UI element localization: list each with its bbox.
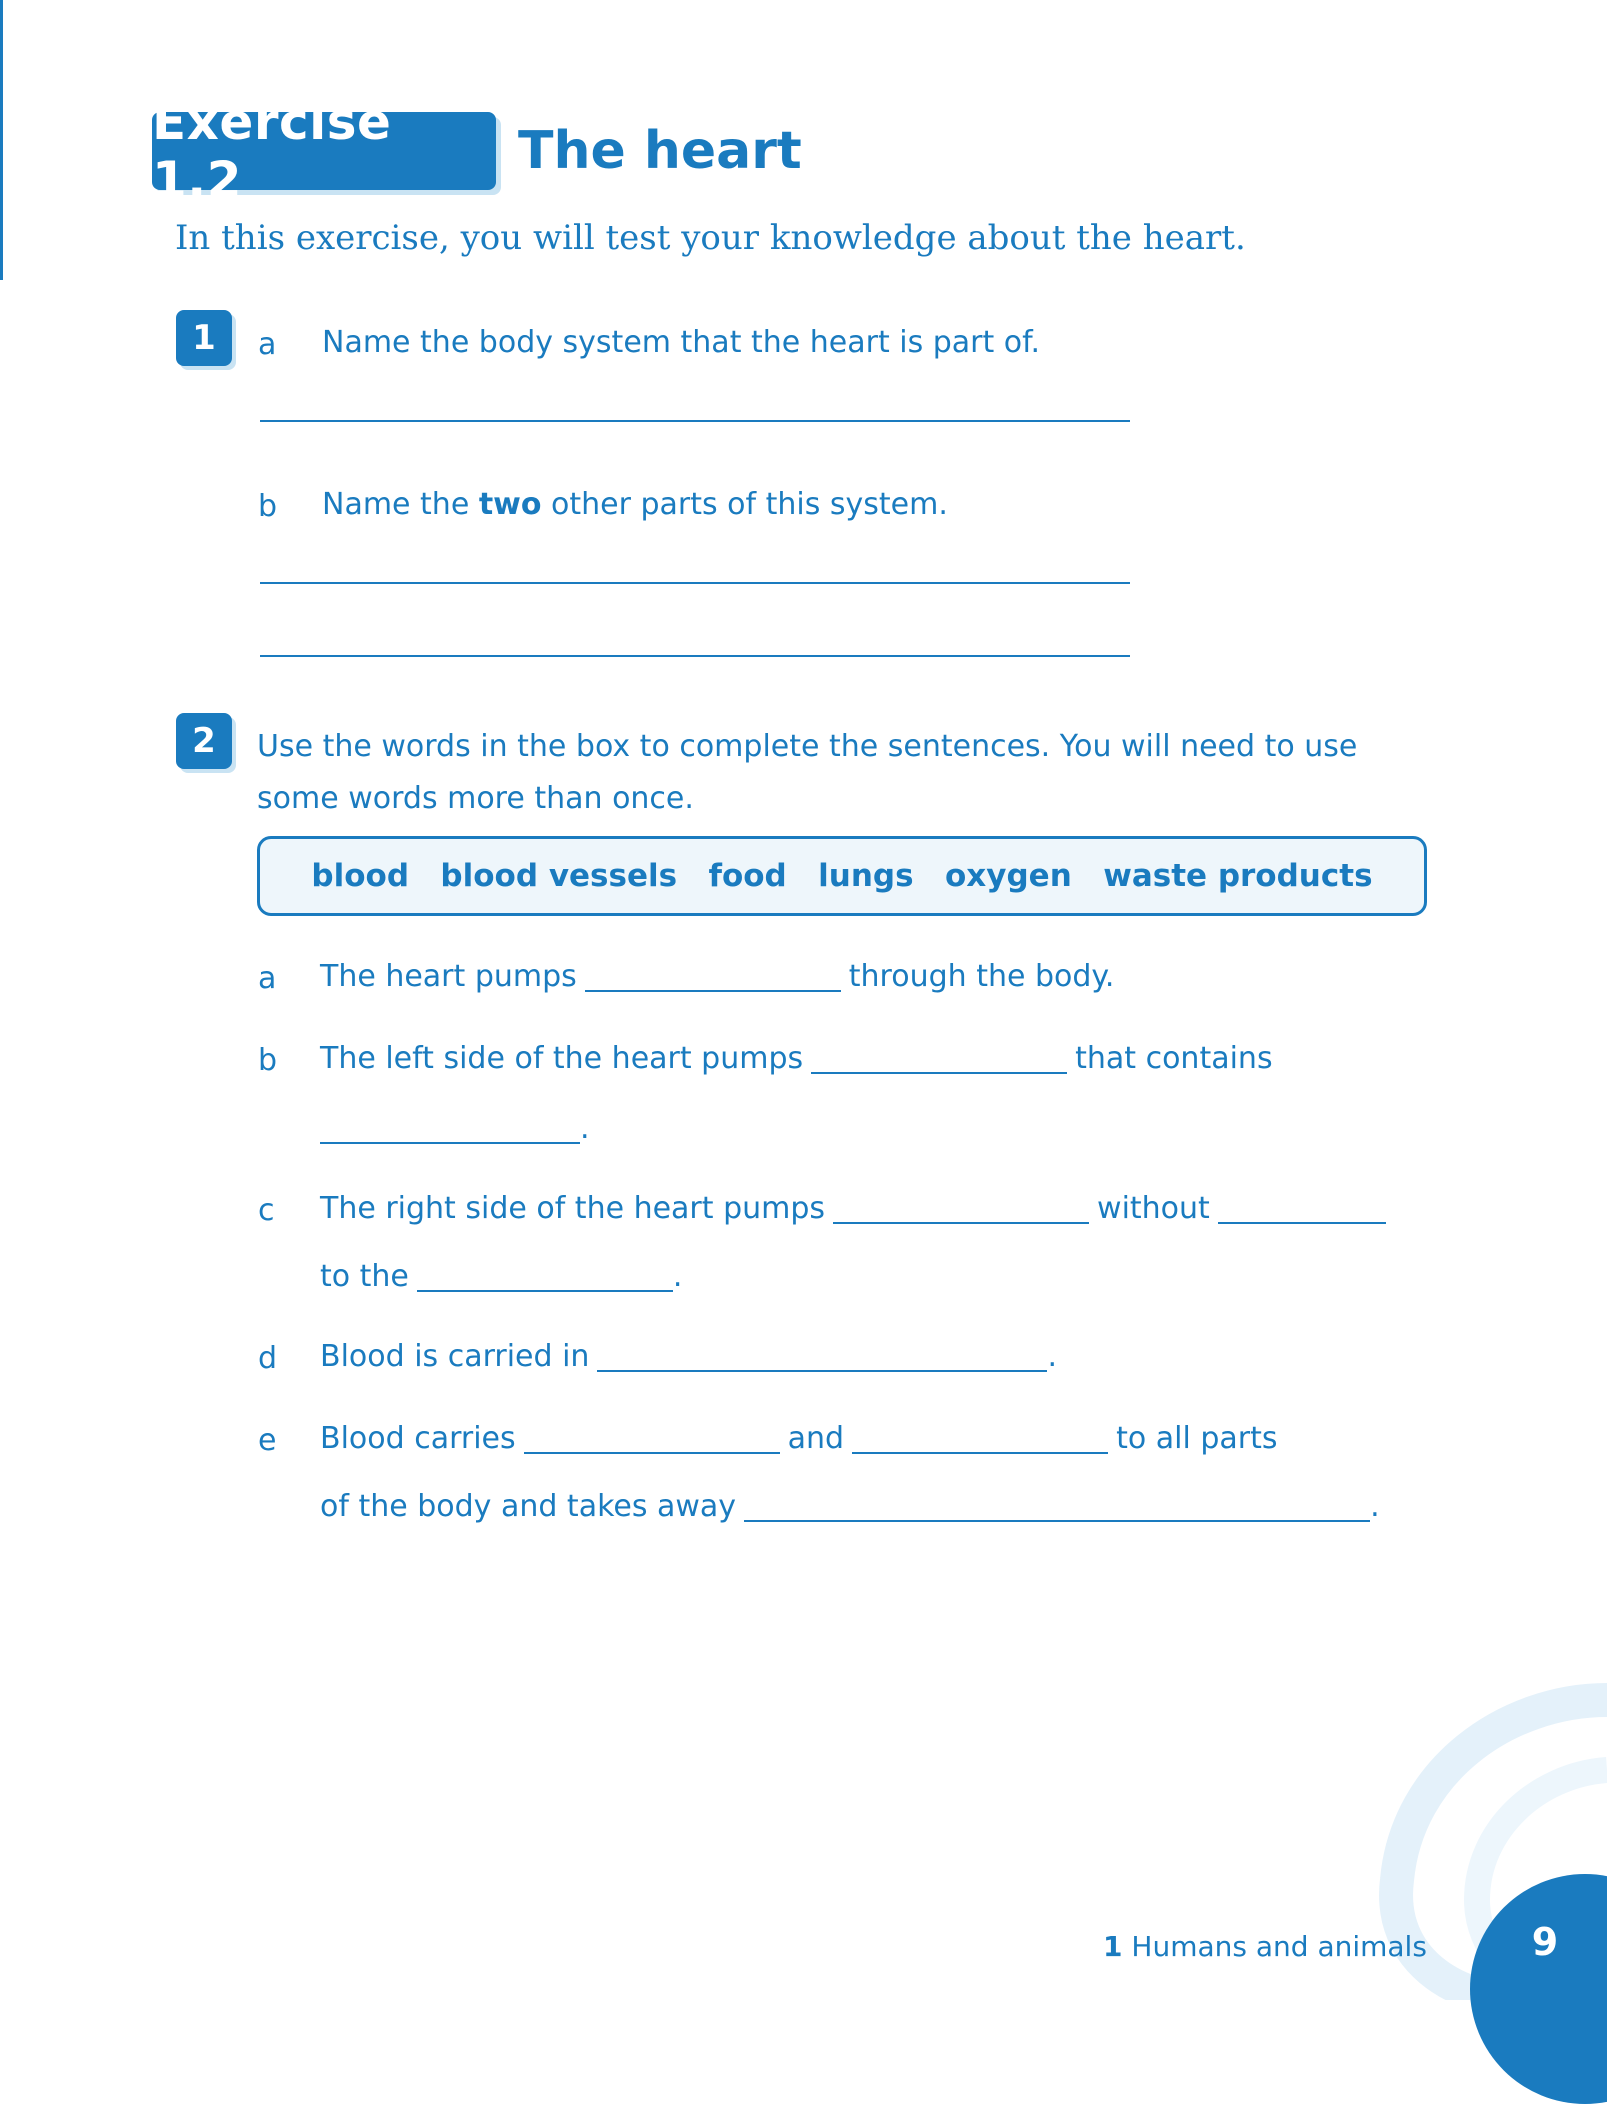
word-food: food bbox=[708, 858, 787, 894]
exercise-badge: Exercise 1.2 bbox=[152, 112, 496, 190]
q2e-blank-3[interactable] bbox=[744, 1496, 1370, 1522]
q1b-text: Name the two other parts of this system. bbox=[322, 487, 948, 522]
q2e-blank-1[interactable] bbox=[524, 1428, 780, 1454]
page-number: 9 bbox=[1531, 1920, 1559, 1964]
q2b-blank-1[interactable] bbox=[811, 1048, 1067, 1074]
q2c-sentence: The right side of the heart pumps without bbox=[320, 1194, 1394, 1224]
word-lungs: lungs bbox=[818, 858, 914, 894]
q2b-blank-2[interactable] bbox=[320, 1118, 580, 1144]
q2a-sentence: The heart pumps through the body. bbox=[320, 959, 1115, 994]
q2a-blank[interactable] bbox=[585, 966, 841, 992]
q2c-blank-1[interactable] bbox=[833, 1198, 1089, 1224]
q1a-answer-line[interactable] bbox=[260, 420, 1130, 422]
q1b-answer-line-2[interactable] bbox=[260, 655, 1130, 657]
q2b-sentence-line-2: . bbox=[320, 1114, 590, 1144]
q1a-label: a bbox=[258, 327, 277, 362]
q2d-sentence: Blood is carried in . bbox=[320, 1339, 1057, 1374]
q2c-blank-2[interactable] bbox=[1218, 1198, 1386, 1224]
q1a-text: Name the body system that the heart is part of. bbox=[322, 325, 1041, 360]
q2e-label: e bbox=[258, 1423, 277, 1458]
q1b-answer-line-1[interactable] bbox=[260, 582, 1130, 584]
q2d-blank[interactable] bbox=[597, 1346, 1047, 1372]
q2-instruction-line-2: some words more than once. bbox=[257, 781, 694, 816]
word-box bbox=[257, 836, 1427, 916]
footer-chapter: 1 Humans and animals bbox=[1103, 1930, 1427, 1963]
question-2-number: 2 bbox=[176, 713, 232, 769]
word-blood-vessels: blood vessels bbox=[440, 858, 678, 894]
q2e-sentence: Blood carries and to all parts bbox=[320, 1421, 1278, 1456]
q2a-label: a bbox=[258, 961, 277, 996]
q1b-label: b bbox=[258, 489, 278, 524]
q2d-label: d bbox=[258, 1341, 278, 1376]
q2c-label: c bbox=[258, 1193, 275, 1228]
exercise-title: The heart bbox=[518, 121, 802, 181]
exercise-intro: In this exercise, you will test your knowledge about the heart. bbox=[175, 218, 1246, 258]
question-1-number: 1 bbox=[176, 310, 232, 366]
q2e-blank-2[interactable] bbox=[852, 1428, 1108, 1454]
page-edge-rule bbox=[0, 0, 3, 280]
q2b-sentence: The left side of the heart pumps that contains bbox=[320, 1041, 1273, 1076]
q2e-sentence-line-2: of the body and takes away . bbox=[320, 1489, 1380, 1524]
word-waste-products: waste products bbox=[1103, 858, 1373, 894]
q2c-blank-3[interactable] bbox=[417, 1266, 673, 1292]
q2-instruction-line-1: Use the words in the box to complete the sentences. You will need to use bbox=[257, 729, 1358, 764]
word-blood: blood bbox=[311, 858, 410, 894]
word-oxygen: oxygen bbox=[944, 858, 1072, 894]
q2b-label: b bbox=[258, 1043, 278, 1078]
q2c-sentence-line-2: to the . bbox=[320, 1259, 683, 1294]
